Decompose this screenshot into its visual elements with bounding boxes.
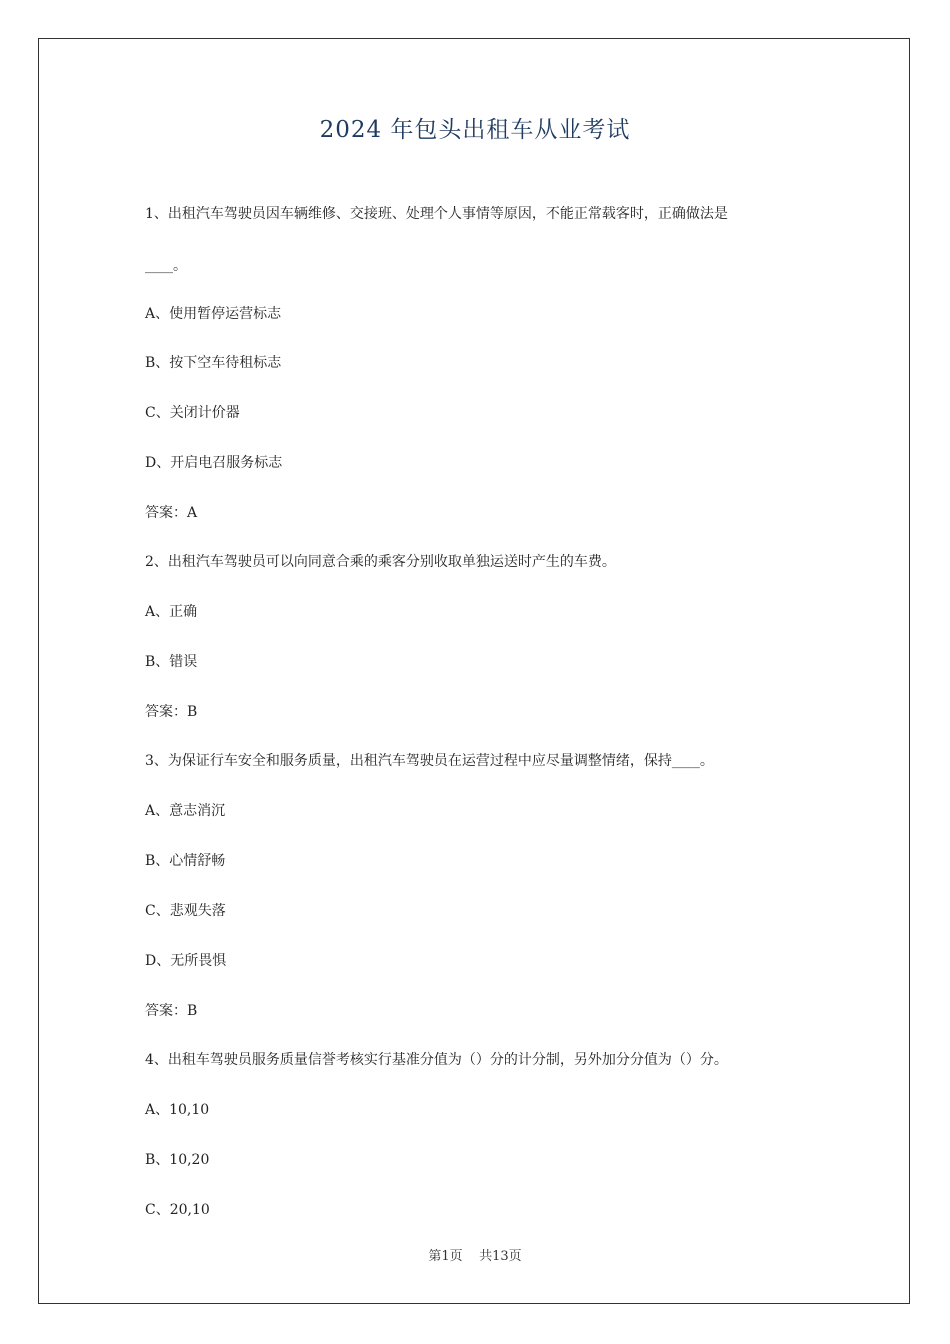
question-3-option-b: B、心情舒畅 [145, 853, 226, 869]
document-title: 2024 年包头出租车从业考试 [319, 117, 631, 143]
question-3-answer: 答案：B [145, 1003, 198, 1019]
question-1-option-d: D、开启电召服务标志 [145, 455, 283, 471]
question-4-option-a: A、10,10 [145, 1102, 210, 1118]
question-1-option-c: C、关闭计价器 [145, 405, 240, 421]
page-number-footer: 第1页 共13页 [428, 1249, 522, 1264]
question-1-stem-continued: ____。 [145, 258, 187, 274]
question-3-stem: 3、为保证行车安全和服务质量，出租汽车驾驶员在运营过程中应尽量调整情绪，保持____。 [145, 753, 714, 769]
question-3-option-c: C、悲观失落 [145, 903, 226, 919]
question-3-option-a: A、意志消沉 [145, 803, 226, 819]
question-1-option-a: A、使用暂停运营标志 [145, 306, 282, 322]
question-2-stem: 2、出租汽车驾驶员可以向同意合乘的乘客分别收取单独运送时产生的车费。 [145, 554, 616, 570]
question-3-option-d: D、无所畏惧 [145, 953, 227, 969]
question-2-option-a: A、正确 [145, 604, 198, 620]
question-1-option-b: B、按下空车待租标志 [145, 355, 282, 371]
question-1-answer: 答案：A [145, 505, 198, 521]
question-4-option-b: B、10,20 [145, 1152, 210, 1168]
question-4-stem: 4、出租车驾驶员服务质量信誉考核实行基准分值为（）分的计分制，另外加分分值为（）分。 [145, 1052, 728, 1068]
question-1-stem: 1、出租汽车驾驶员因车辆维修、交接班、处理个人事情等原因，不能正常载客时，正确做法是 [145, 206, 728, 222]
question-2-answer: 答案：B [145, 704, 198, 720]
question-4-option-c: C、20,10 [145, 1202, 210, 1218]
question-2-option-b: B、错误 [145, 654, 198, 670]
